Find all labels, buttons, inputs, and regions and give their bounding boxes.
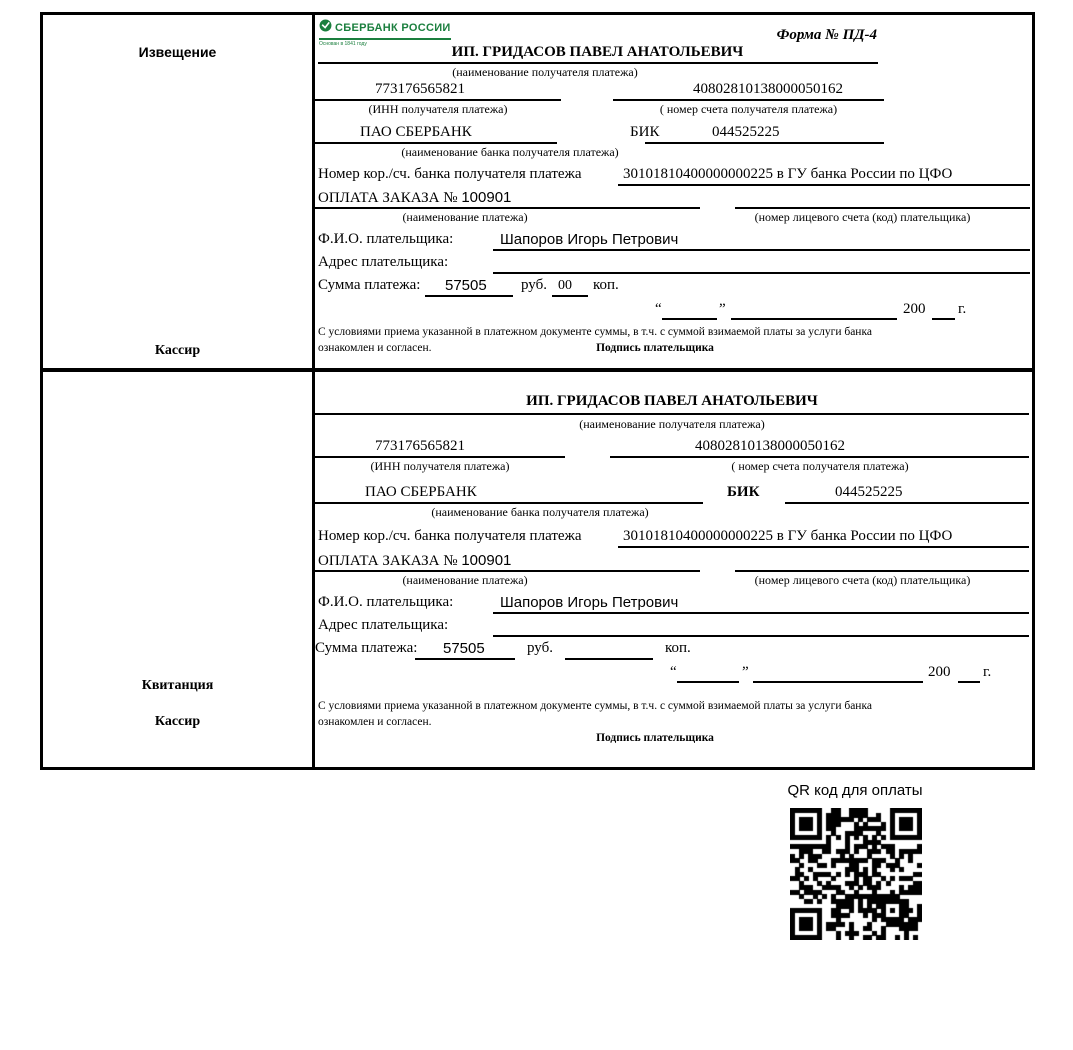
receipt-left-column: [43, 372, 315, 767]
payee-name-caption: (наименование получателя платежа): [452, 65, 638, 79]
bank-name-underline: [315, 142, 557, 144]
agreement-line2: ознакомлен и согласен.: [318, 342, 432, 354]
kop-label: коп.: [665, 640, 691, 656]
order-number-value: 100901: [461, 189, 512, 206]
cashier-label: Кассир: [154, 343, 201, 358]
date-year-underline: [958, 681, 980, 683]
amount-label: Сумма платежа:: [318, 277, 421, 293]
rub-label: руб.: [527, 640, 553, 656]
amount-rub-underline: [415, 658, 515, 660]
bank-caption: (наименование банка получателя платежа): [431, 505, 649, 519]
kop-label: коп.: [593, 277, 619, 293]
date-year-suffix: г.: [983, 664, 992, 680]
notice-label: Извещение: [138, 44, 217, 60]
sberbank-logo-text: СБЕРБАНК РОССИИ: [335, 22, 451, 34]
amount-rub-value: 57505: [445, 277, 487, 294]
payee-inn-value: 773176565821: [375, 81, 465, 97]
payee-name-value: ИП. ГРИДАСОВ ПАВЕЛ АНАТОЛЬЕВИЧ: [526, 393, 818, 409]
payer-address-label: Адрес плательщика:: [318, 617, 449, 633]
account-caption: ( номер счета получателя платежа): [731, 459, 909, 473]
inn-caption: (ИНН получателя платежа): [370, 459, 510, 473]
payer-name-label: Ф.И.О. плательщика:: [318, 231, 454, 247]
date-year-suffix: г.: [958, 301, 967, 317]
payment-caption: (наименование платежа): [402, 573, 528, 587]
amount-kop-value: 00: [558, 278, 572, 293]
personal-account-underline: [735, 207, 1030, 209]
amount-kop-underline: [552, 295, 588, 297]
bank-name-underline: [315, 502, 703, 504]
payee-inn-value: 773176565821: [375, 438, 465, 454]
payer-address-underline: [493, 272, 1030, 274]
agreement-line1: С условиями приема указанной в платежном документе суммы, в т.ч. с суммой взимаемой платы за услуги банка: [318, 326, 872, 338]
inn-underline: [315, 99, 561, 101]
qr-code: [790, 808, 922, 940]
payment-purpose-row: [318, 189, 511, 207]
payment-purpose-row: [318, 552, 511, 570]
order-number-value: 100901: [461, 552, 512, 569]
receipt-label: Квитанция: [141, 678, 214, 693]
form-frame: [40, 12, 1035, 770]
qr-caption: QR код для оплаты: [787, 782, 923, 799]
payee-name-value: ИП. ГРИДАСОВ ПАВЕЛ АНАТОЛЬЕВИЧ: [451, 44, 744, 60]
corr-account-underline: [618, 546, 1029, 548]
notice-left-column: [43, 15, 315, 368]
account-caption: ( номер счета получателя платежа): [659, 102, 838, 116]
payer-name-value: Шапоров Игорь Петрович: [500, 594, 679, 611]
payee-name-underline: [318, 62, 878, 64]
date-open-quote: “: [670, 664, 677, 680]
corr-account-value: 30101810400000000225 в ГУ банка России по ЦФО: [623, 166, 953, 182]
corr-account-underline: [618, 184, 1030, 186]
payer-address-label: Адрес плательщика:: [318, 254, 449, 270]
corr-account-label: Номер кор./сч. банка получателя платежа: [318, 166, 582, 182]
payment-purpose-value: ОПЛАТА ЗАКАЗА №: [318, 553, 458, 569]
payee-name-caption: (наименование получателя платежа): [579, 417, 765, 431]
sberbank-logo-tagline: Основан в 1841 году: [319, 41, 367, 47]
account-underline: [613, 99, 884, 101]
receipt-form-area: [315, 372, 1032, 767]
payee-name-underline: [315, 413, 1029, 415]
bik-label: БИК: [727, 484, 760, 500]
personal-account-caption: (номер лицевого счета (код) плательщика): [754, 210, 971, 224]
date-month-underline: [731, 318, 897, 320]
inn-underline: [315, 456, 565, 458]
form-number-title: Форма № ПД-4: [776, 27, 877, 43]
date-year-underline: [932, 318, 955, 320]
date-month-underline: [753, 681, 923, 683]
amount-label: Сумма платежа:: [315, 640, 418, 656]
bik-label: БИК: [630, 124, 660, 140]
notice-section: [43, 15, 1032, 372]
receipt-section: [43, 372, 1032, 767]
date-day-underline: [677, 681, 739, 683]
payment-purpose-value: ОПЛАТА ЗАКАЗА №: [318, 190, 458, 206]
payer-name-underline: [493, 612, 1029, 614]
payer-name-label: Ф.И.О. плательщика:: [318, 594, 454, 610]
bank-caption: (наименование банка получателя платежа): [401, 145, 619, 159]
date-close-quote: ”: [742, 664, 749, 680]
payer-address-underline: [493, 635, 1029, 637]
signature-caption: Подпись плательщика: [596, 732, 714, 744]
corr-account-label: Номер кор./сч. банка получателя платежа: [318, 528, 582, 544]
personal-account-caption: (номер лицевого счета (код) плательщика): [754, 573, 971, 587]
bik-value: 044525225: [712, 124, 780, 140]
date-year-prefix: 200: [903, 301, 926, 317]
date-close-quote: ”: [719, 301, 726, 317]
notice-form-area: [315, 15, 1032, 368]
payer-name-underline: [493, 249, 1030, 251]
personal-account-underline: [735, 570, 1029, 572]
date-day-underline: [662, 318, 717, 320]
rub-label: руб.: [521, 277, 547, 293]
date-open-quote: “: [655, 301, 662, 317]
bik-underline: [785, 502, 1029, 504]
agreement-line1: С условиями приема указанной в платежном документе суммы, в т.ч. с суммой взимаемой платы за услуги банка: [318, 700, 872, 712]
bank-name-value: ПАО СБЕРБАНК: [365, 484, 477, 500]
bik-value: 044525225: [835, 484, 903, 500]
payee-account-value: 40802810138000050162: [693, 81, 843, 97]
amount-rub-underline: [425, 295, 513, 297]
sberbank-logo: [319, 19, 451, 47]
sberbank-logo-icon: [319, 19, 332, 37]
inn-caption: (ИНН получателя платежа): [368, 102, 508, 116]
payee-account-value: 40802810138000050162: [695, 438, 845, 454]
signature-caption: Подпись плательщика: [596, 342, 714, 354]
amount-rub-value: 57505: [443, 640, 485, 657]
bank-name-value: ПАО СБЕРБАНК: [360, 124, 472, 140]
amount-kop-underline: [565, 658, 653, 660]
payment-purpose-underline: [315, 207, 700, 209]
corr-account-value: 30101810400000000225 в ГУ банка России по ЦФО: [623, 528, 953, 544]
account-underline: [610, 456, 1029, 458]
cashier-label-2: Кассир: [154, 714, 201, 729]
bik-underline: [645, 142, 884, 144]
payer-name-value: Шапоров Игорь Петрович: [500, 231, 679, 248]
date-year-prefix: 200: [928, 664, 951, 680]
agreement-line2: ознакомлен и согласен.: [318, 716, 432, 728]
payment-purpose-underline: [315, 570, 700, 572]
payment-caption: (наименование платежа): [402, 210, 528, 224]
